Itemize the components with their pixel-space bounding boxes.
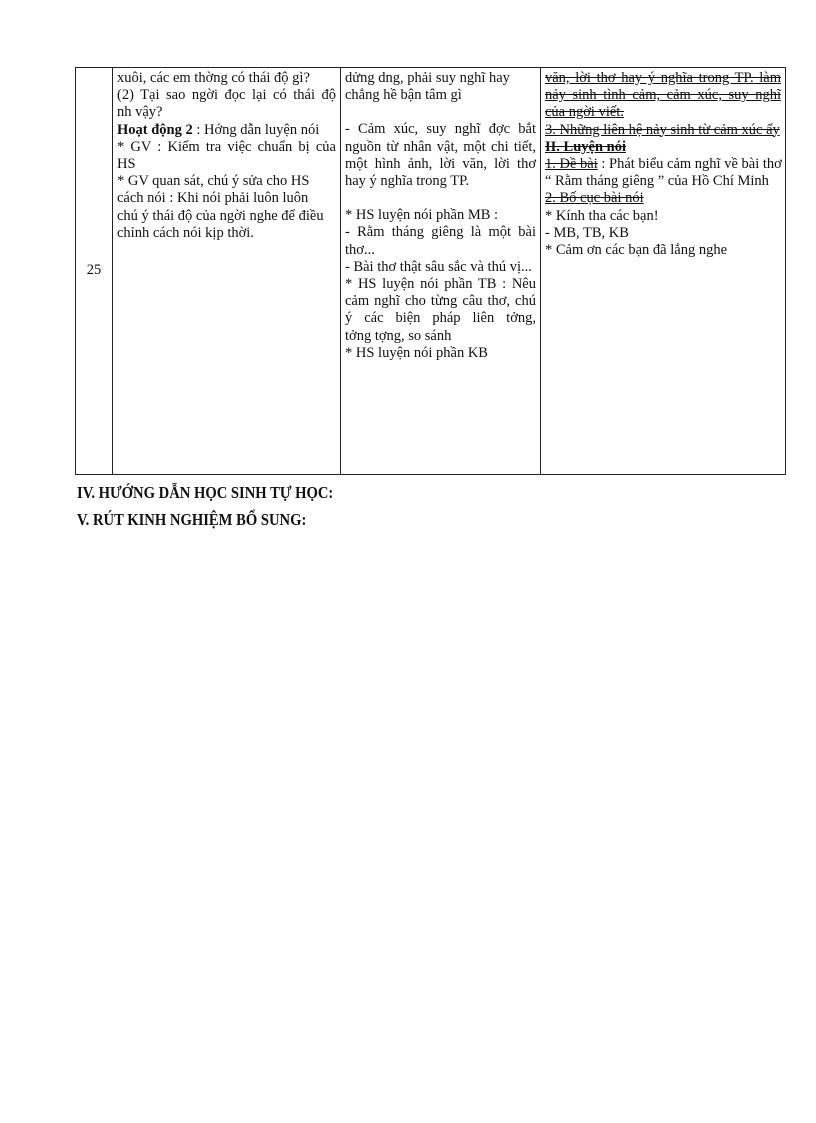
section-iv-heading: IV. HƯỚNG DẪN HỌC SINH TỰ HỌC: [77, 483, 334, 502]
student-line: * HS luyện nói phần KB [345, 344, 488, 361]
content-line: “ Rằm tháng giêng ” của Hồ Chí Minh [545, 173, 769, 190]
content-cell [541, 68, 786, 475]
content-line: nảy sinh tình cảm, cảm xúc, suy nghĩ [545, 87, 781, 104]
content-line: - MB, TB, KB [545, 224, 629, 241]
student-line: một hình ảnh, lời văn, lời thơ [345, 155, 536, 172]
section-heading: II. Luyện nói [545, 138, 626, 155]
activity-line: xuôi, các em thờng có thái độ gì? [117, 70, 310, 86]
student-line: - Rằm tháng giêng là một bài [345, 224, 536, 241]
topic-label: 1. Đề bài [545, 156, 598, 173]
activity-line: chú ý thái độ của ngời nghe để điều [117, 207, 324, 224]
activities-cell [113, 68, 341, 475]
row-number: 25 [86, 262, 102, 279]
content-line: văn, lời thơ hay ý nghĩa trong TP. làm [545, 70, 781, 86]
content-line [545, 156, 781, 173]
student-line: - Bài thơ thật sâu sắc và thú vị... [345, 258, 532, 275]
student-line: nguồn từ nhân vật, một chi tiết, [345, 138, 536, 155]
lesson-plan-table [75, 67, 786, 475]
student-line: * HS luyện nói phần TB : Nêu [345, 276, 536, 293]
activity-line: nh vậy? [117, 104, 163, 121]
topic-text: : Phát biểu cảm nghĩ về bài thơ [597, 156, 782, 173]
student-line: thơ... [345, 241, 375, 258]
section-v-heading: V. RÚT KINH NGHIỆM BỔ SUNG: [77, 510, 307, 529]
student-activities-cell [341, 68, 541, 475]
spacer [345, 104, 536, 121]
activity-heading-line [117, 122, 336, 139]
activity-heading: Hoạt động 2 [117, 121, 193, 138]
activity-line: chỉnh cách nói kịp thời. [117, 224, 254, 241]
content-line: 3. Những liên hệ nảy sinh từ cảm xúc ấy [545, 121, 780, 138]
activity-line: * GV quan sát, chú ý sửa cho HS [117, 173, 310, 190]
student-line: cảm nghĩ cho từng câu thơ, chú [345, 293, 536, 310]
activity-line: (2) Tại sao ngời đọc lại có thái độ [117, 87, 336, 104]
student-line: ý các biện pháp liên tởng, [345, 310, 536, 327]
row-number-cell [76, 68, 113, 475]
content-line: * Cảm ơn các bạn đã lắng nghe [545, 242, 728, 259]
student-line: dửng dng, phải suy nghĩ hay [345, 70, 510, 86]
spacer [345, 190, 536, 207]
student-line: tởng tợng, so sánh [345, 327, 452, 344]
student-line: - Cảm xúc, suy nghĩ đợc bắt [345, 121, 536, 138]
activity-line: HS [117, 156, 136, 173]
student-line: hay ý nghĩa trong TP. [345, 173, 470, 190]
content-line: * Kính tha các bạn! [545, 207, 659, 224]
content-line: của ngời viết. [545, 104, 624, 121]
activity-line: * GV : Kiểm tra việc chuẩn bị của [117, 138, 336, 155]
content-line: 2. Bố cục bài nói [545, 190, 644, 207]
table-row [76, 68, 786, 475]
activity-line: cách nói : Khi nói phải luôn luôn [117, 190, 309, 207]
student-line: chẳng hề bận tâm gì [345, 87, 462, 104]
activity-heading-rest: : Hớng dẫn luyện nói [192, 121, 320, 138]
student-line: * HS luyện nói phần MB : [345, 207, 499, 224]
